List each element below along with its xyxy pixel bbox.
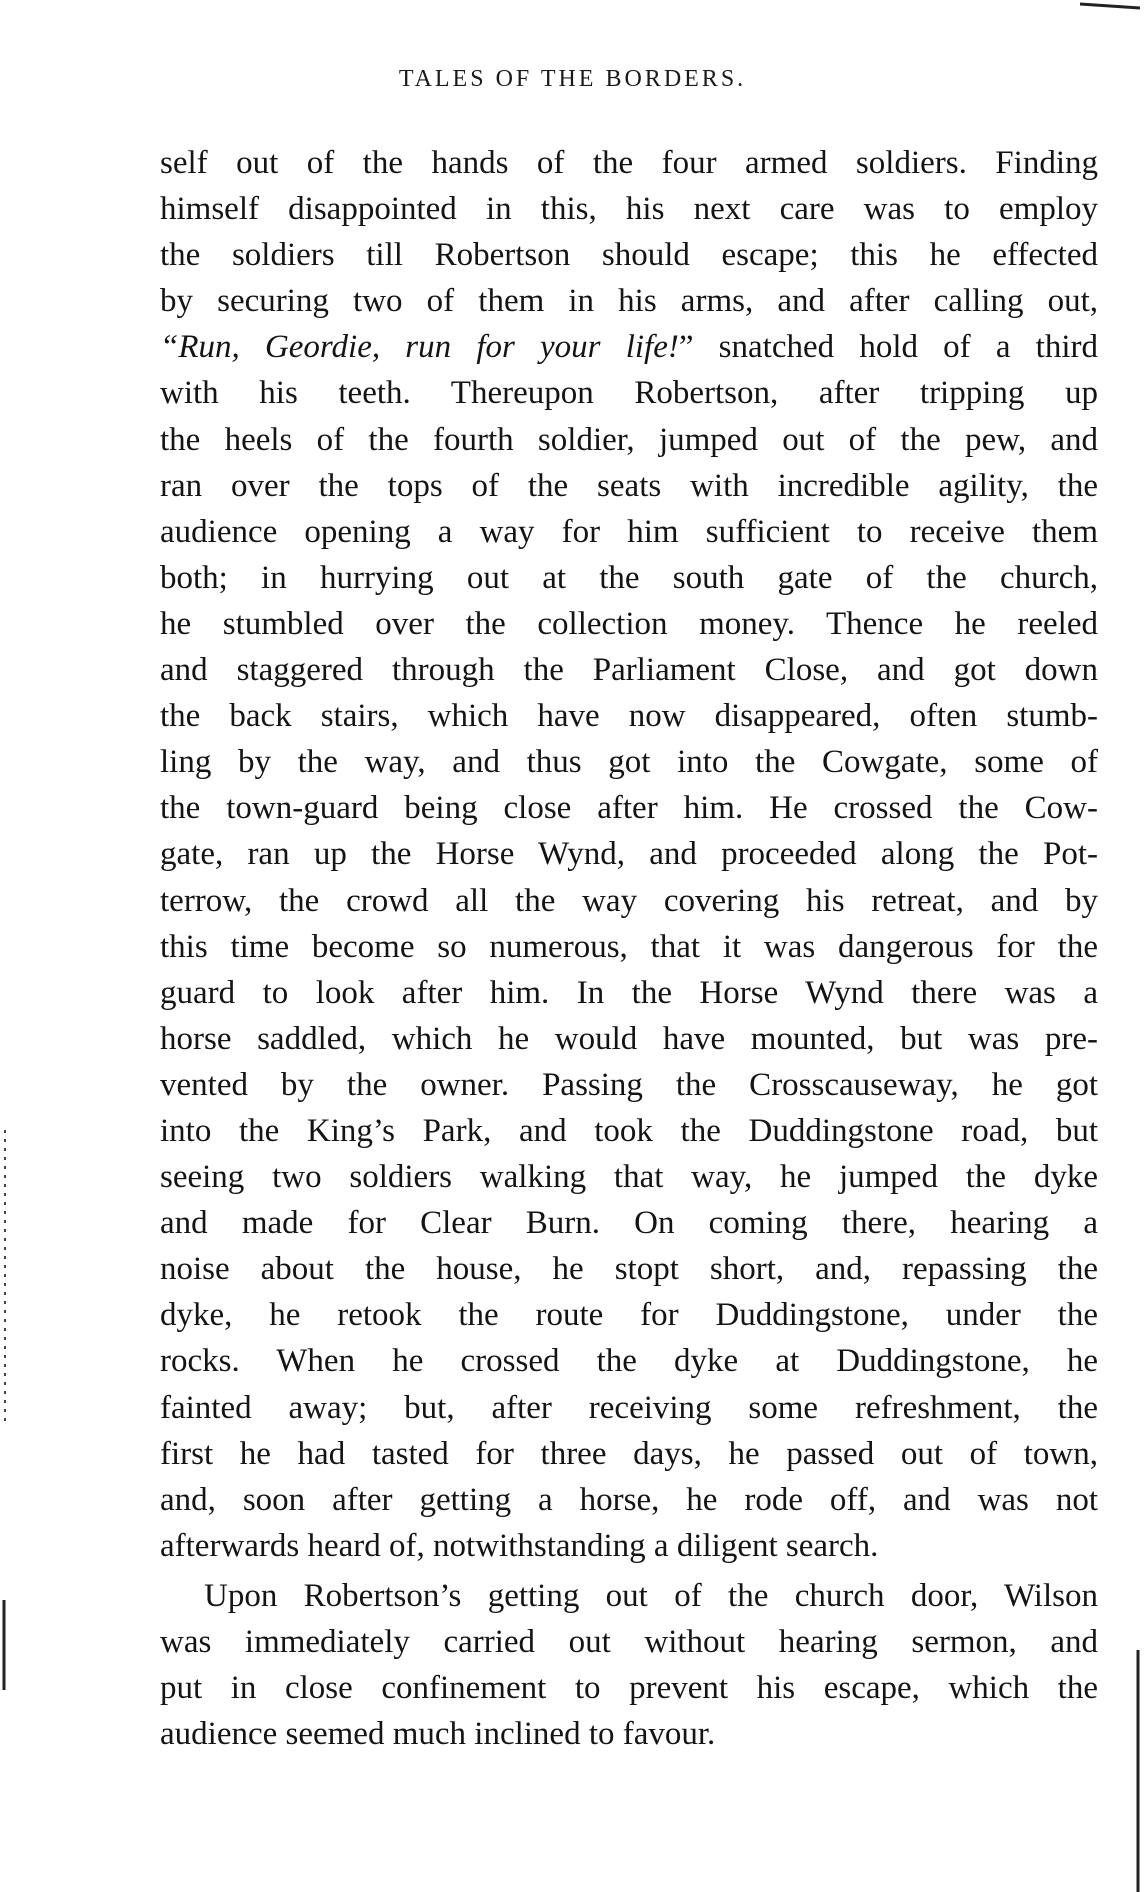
text-line: audience opening a way for him sufficient to receive them: [160, 513, 1098, 550]
text-line: was immediately carried out without hearing sermon, and: [160, 1624, 1098, 1660]
text-line: by securing two of them in his arms, and after calling out,: [160, 283, 1098, 320]
running-head: TALES OF THE BORDERS.: [398, 66, 747, 92]
text-line: rocks. When he crossed the dyke at Duddingstone, he: [160, 1343, 1098, 1380]
text-line: vented by the owner. Passing the Crosscauseway, he got: [160, 1066, 1098, 1103]
text-line: he stumbled over the collection money. Thence he reeled: [160, 605, 1098, 642]
text-line: fainted away; but, after receiving some refreshment, the: [160, 1389, 1098, 1426]
text-line: with his teeth. Thereupon Robertson, after tripping up: [160, 375, 1098, 412]
text-line: afterwards heard of, notwithstanding a diligent search.: [160, 1527, 879, 1564]
paragraph-1: [160, 140, 1098, 1569]
paragraph-2: [160, 1573, 1098, 1757]
text-line: the town-guard being close after him. He crossed the Cow-: [160, 790, 1098, 827]
text-line: dyke, he retook the route for Duddingstone, under the: [160, 1297, 1098, 1334]
text-line: terrow, the crowd all the way covering his retreat, and by: [160, 882, 1098, 919]
text-line: guard to look after him. In the Horse Wynd there was a: [160, 974, 1098, 1011]
text-line: Upon Robertson’s getting out of the church door, Wilson: [204, 1577, 1098, 1614]
text-line: ran over the tops of the seats with incredible agility, the: [160, 467, 1098, 504]
text-line-italic-quote: [160, 324, 1098, 370]
text-line: the back stairs, which have now disappeared, often stumb-: [160, 698, 1098, 735]
text-line: seeing two soldiers walking that way, he jumped the dyke: [160, 1159, 1098, 1196]
text-line: put in close confinement to prevent his escape, which the: [160, 1670, 1098, 1707]
text-line: and staggered through the Parliament Close, and got down: [160, 652, 1098, 689]
text-line: gate, ran up the Horse Wynd, and proceeded along the Pot-: [160, 836, 1098, 873]
text-line: audience seemed much inclined to favour.: [160, 1716, 716, 1753]
text-line: both; in hurrying out at the south gate of the church,: [160, 559, 1098, 596]
body-text: [160, 140, 1098, 1757]
text-line: this time become so numerous, that it was dangerous for the: [160, 928, 1098, 965]
text-line: into the King’s Park, and took the Duddingstone road, but: [160, 1112, 1098, 1149]
text-line: the soldiers till Robertson should escape; this he effected: [160, 237, 1098, 274]
text-line: and, soon after getting a horse, he rode off, and was not: [160, 1481, 1098, 1518]
text-line: ling by the way, and thus got into the Cowgate, some of: [160, 744, 1098, 781]
text-line: noise about the house, he stopt short, and, repassing the: [160, 1251, 1098, 1288]
italic-quote: “Run, Geordie, run for your life!” snatched hold of a third: [160, 329, 1098, 366]
text-line: and made for Clear Burn. On coming there, hearing a: [160, 1205, 1098, 1242]
corner-mark: [1080, 4, 1140, 8]
text-line: self out of the hands of the four armed soldiers. Finding: [160, 145, 1098, 181]
text-line: the heels of the fourth soldier, jumped out of the pew, and: [160, 421, 1098, 458]
text-line: himself disappointed in this, his next care was to employ: [160, 191, 1098, 228]
text-line: horse saddled, which he would have mounted, but was pre-: [160, 1020, 1098, 1057]
text-line: first he had tasted for three days, he passed out of town,: [160, 1435, 1098, 1472]
